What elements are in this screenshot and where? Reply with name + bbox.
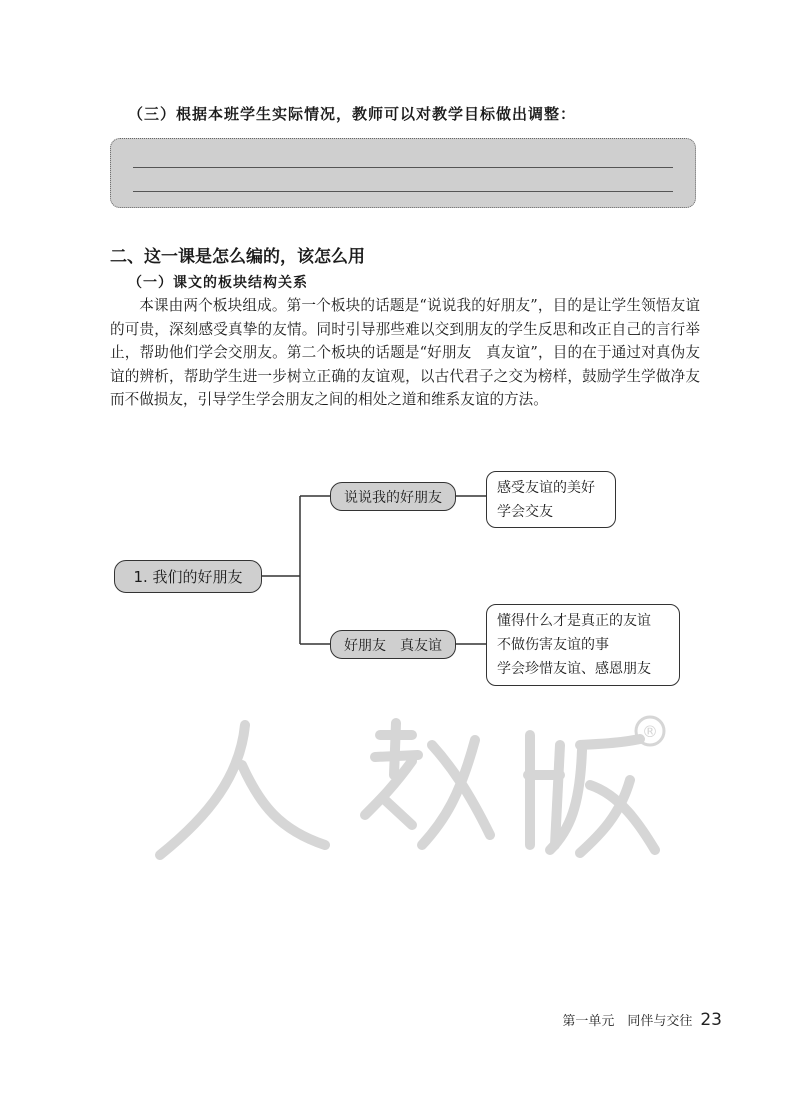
page-footer — [562, 1010, 722, 1030]
leaf-item: 学会交友 — [497, 503, 553, 520]
mindmap-branch-2: 好朋友 真友谊 — [330, 630, 456, 659]
body-paragraph: 本课由两个板块组成。第一个板块的话题是“说说我的好朋友”，目的是让学生领悟友谊的可贵，深刻感受真挚的友情。同时引导那些难以交到朋友的学生反思和改正自己的言行举止，帮助他们学会交朋友。第二个板块的话题是“好朋友 真友谊”，目的在于通过对真伪友谊的辨析，帮助学生进一步树立正确的友谊观，以古代君子之交为榜样，鼓励学生学做净友而不做损友，引导学生学会朋友之间的相处之道和维系友谊的方法。 — [110, 297, 700, 409]
writing-line — [133, 191, 673, 192]
mindmap-root: 1. 我们的好朋友 — [114, 560, 262, 593]
section-two-heading: 二、这一课是怎么编的，该怎么用 — [110, 247, 365, 267]
leaf-item: 不做伤害友谊的事 — [497, 637, 609, 653]
registered-mark: ® — [642, 722, 658, 741]
mindmap-branch-1: 说说我的好朋友 — [330, 482, 456, 511]
leaf-item: 学会珍惜友谊、感恩朋友 — [497, 661, 651, 677]
leaf-item: 懂得什么才是真正的友谊 — [497, 613, 651, 629]
footer-unit-title: 第一单元 同伴与交往 — [562, 1014, 693, 1029]
section-three-heading: （三）根据本班学生实际情况，教师可以对教学目标做出调整： — [128, 105, 577, 123]
mindmap-leaf-2 — [486, 604, 680, 686]
writing-line — [133, 167, 673, 168]
subsection-one-heading: （一）课文的板块结构关系 — [128, 275, 308, 291]
mindmap-leaf-1 — [486, 471, 616, 528]
publisher-watermark-logo — [150, 705, 670, 865]
leaf-item: 感受友谊的美好 — [497, 479, 595, 496]
page-number: 23 — [700, 1010, 722, 1030]
writing-box[interactable] — [110, 138, 696, 208]
